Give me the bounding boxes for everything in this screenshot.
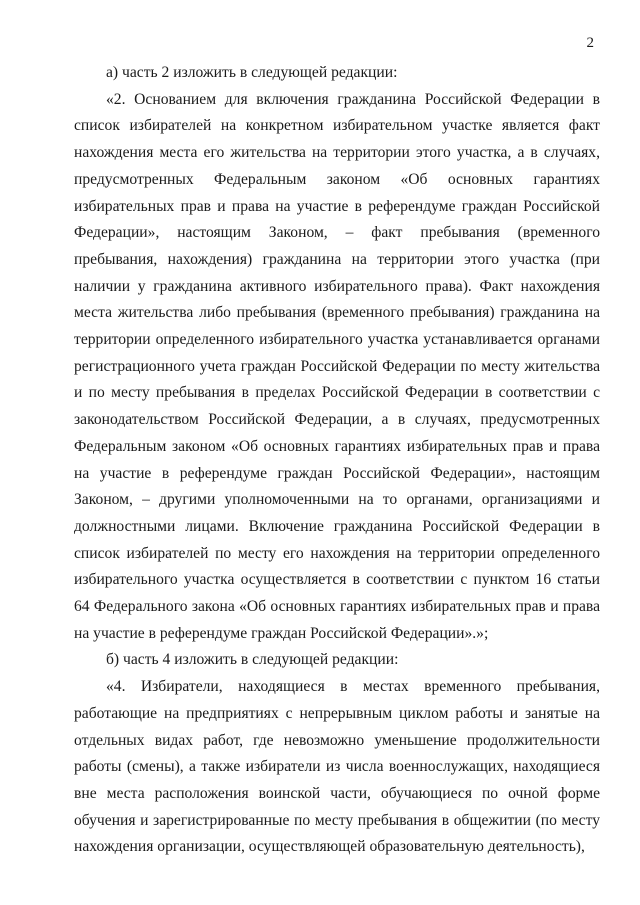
paragraph-part-4-text: «4. Избиратели, находящиеся в местах временного пребывания, работающие на предприятиях с непрерывным циклом работы и занятые на отдельных видах работ, где невозможно уменьшение продолжительности работы (смены), а также избиратели из числа военнослужащих, находящиеся вне места расположения воинской части, обучающиеся по очной форме обучения и зарегистрированные по месту пребывания в общежитии (по месту нахождения организации, осуществляющей образовательную деятельность), <box>74 678 600 856</box>
paragraph-part-2-intro: а) часть 2 изложить в следующей редакции: <box>106 64 398 81</box>
document-body <box>74 60 600 861</box>
page-number: 2 <box>586 35 594 51</box>
paragraph-part-2-text: «2. Основанием для включения гражданина Российской Федерации в список избирателей на конкретном избирательном участке является факт нахождения места его жительства на территории этого участка, а в случаях, предусмотренных Федеральным законом «Об основных гарантиях избирательных прав и права на участие в референдуме граждан Российской Федерации», настоящим Законом, – факт пребывания (временного пребывания, нахождения) гражданина на территории этого участка (при наличии у гражданина активного избирательного права). Факт нахождения места жительства либо пребывания (временного пребывания) гражданина на территории определенного избирательного участка устанавливается органами регистрационного учета граждан Российской Федерации по месту жительства и по месту пребывания в пределах Российской Федерации в соответствии с законодательством Российской Федерации, а в случаях, предусмотренных Федеральным законом «Об основных гарантиях избирательных прав и права на участие в референдуме граждан Российской Федерации», настоящим Законом, – другими уполномоченными на то органами, организациями и должностными лицами. Включение гражданина Российской Федерации в список избирателей по месту его нахождения на территории определенного избирательного участка осуществляется в соответствии с пунктом 16 статьи 64 Федерального закона «Об основных гарантиях избирательных прав и права на участие в референдуме граждан Российской Федерации».»; <box>74 90 600 642</box>
paragraph-part-4-intro: б) часть 4 изложить в следующей редакции: <box>106 651 399 669</box>
